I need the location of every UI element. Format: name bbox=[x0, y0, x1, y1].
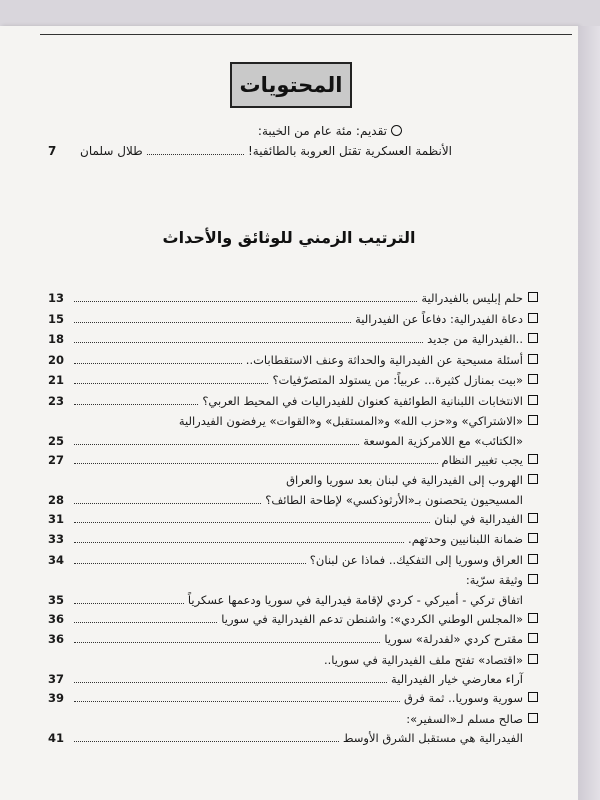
toc-entry-title: الهروب إلى الفيدرالية في لبنان بعد سوريا والعراق bbox=[286, 473, 523, 487]
toc-entry-title: اتفاق تركي - أميركي - كردي لإقامة فيدرالية في سوريا ودعمها عسكرياً bbox=[187, 592, 523, 607]
checkbox-square-icon bbox=[528, 333, 538, 343]
leader-dots bbox=[74, 383, 268, 384]
toc-page-number: 41 bbox=[48, 731, 65, 745]
checkbox-square-icon bbox=[528, 633, 538, 643]
toc-entry bbox=[48, 591, 538, 609]
toc-page-number: 33 bbox=[48, 532, 65, 546]
toc-page-number: 35 bbox=[48, 592, 65, 607]
checkbox-square-icon bbox=[528, 533, 538, 543]
intro-author: طلال سلمان bbox=[80, 144, 143, 158]
toc-page-number: 15 bbox=[48, 311, 65, 326]
checkbox-square-icon bbox=[528, 474, 538, 484]
checkbox-square-icon bbox=[528, 654, 538, 664]
intro-line-1 bbox=[42, 122, 402, 140]
indent-spacer bbox=[528, 732, 538, 742]
checkbox-square-icon bbox=[528, 354, 538, 364]
toc-entry-title: سورية وسوريا.. ثمة فرق bbox=[404, 691, 523, 705]
checkbox-square-icon bbox=[528, 713, 538, 723]
indent-spacer bbox=[528, 435, 538, 445]
toc-entry bbox=[48, 411, 538, 432]
toc-entry-title: أسئلة مسيحية عن الفيدرالية والحداثة وعنف الاستقطابات.. bbox=[245, 352, 523, 367]
toc-entry bbox=[48, 650, 538, 671]
toc-page-number: 21 bbox=[48, 373, 65, 387]
toc-entry-title: مقترح كردي «لفدرلة» سوريا bbox=[384, 632, 523, 646]
intro-block bbox=[42, 122, 402, 140]
checkbox-square-icon bbox=[528, 574, 538, 584]
toc-page-number: 34 bbox=[48, 552, 65, 567]
leader-dots bbox=[74, 701, 400, 702]
leader-dots bbox=[74, 363, 242, 364]
leader-dots bbox=[74, 503, 261, 504]
leader-dots bbox=[74, 642, 380, 643]
toc-entry-title: حلم إبليس بالفيدرالية bbox=[421, 291, 523, 305]
section-title: الترتيب الزمني للوثائق والأحداث bbox=[162, 228, 416, 247]
toc-page-number: 28 bbox=[48, 492, 65, 507]
intro-subtitle: الأنظمة العسكرية تقتل العروبة بالطائفية! bbox=[247, 144, 452, 158]
toc-entry bbox=[48, 450, 538, 471]
leader-dots bbox=[74, 563, 306, 564]
toc-entry bbox=[48, 688, 538, 709]
checkbox-square-icon bbox=[528, 292, 538, 302]
leader-dots bbox=[74, 741, 339, 742]
toc-list bbox=[48, 288, 538, 747]
checkbox-square-icon bbox=[528, 415, 538, 425]
toc-entry-title: صالح مسلم لـ«السفير»: bbox=[406, 711, 523, 726]
toc-entry-title: الفيدرالية في لبنان bbox=[434, 511, 523, 526]
leader-dots bbox=[74, 444, 359, 445]
toc-page-number: 37 bbox=[48, 672, 65, 686]
toc-entry bbox=[48, 709, 538, 730]
toc-entry-title: «بيت بمنازل كثيرة... عربياً: من يستولد المتصرّفيات؟ bbox=[272, 373, 523, 387]
indent-spacer bbox=[528, 494, 538, 504]
toc-page-number: 18 bbox=[48, 332, 65, 346]
book-page bbox=[0, 26, 578, 800]
toc-entry-title: ..الفيدرالية من جديد bbox=[427, 332, 523, 346]
checkbox-square-icon bbox=[528, 613, 538, 623]
toc-entry-title: «المجلس الوطني الكردي»: واشنطن تدعم الفيدرالية في سوريا bbox=[221, 611, 523, 626]
leader-dots bbox=[74, 342, 423, 343]
toc-page-number: 31 bbox=[48, 511, 65, 526]
toc-page-number: 27 bbox=[48, 452, 65, 467]
toc-entry-title: المسيحيون يتحصنون بـ«الأرثوذكسي» لإطاحة الطائف؟ bbox=[265, 492, 523, 507]
top-rule bbox=[40, 34, 572, 35]
leader-dots bbox=[74, 522, 430, 523]
leader-dots bbox=[74, 463, 438, 464]
toc-entry bbox=[48, 288, 538, 309]
leader-dots bbox=[74, 404, 198, 405]
toc-entry bbox=[48, 391, 538, 412]
toc-entry-title: آراء معارضي خيار الفيدرالية bbox=[391, 672, 523, 686]
toc-entry bbox=[48, 570, 538, 591]
toc-entry bbox=[48, 670, 538, 688]
toc-entry bbox=[48, 529, 538, 550]
toc-entry bbox=[48, 309, 538, 330]
leader-dots bbox=[74, 542, 404, 543]
leader-dots bbox=[74, 682, 387, 683]
toc-entry bbox=[48, 432, 538, 450]
leader-dots bbox=[74, 622, 217, 623]
checkbox-square-icon bbox=[528, 513, 538, 523]
toc-entry-title: الفيدرالية هي مستقبل الشرق الأوسط bbox=[342, 731, 523, 745]
contents-header bbox=[230, 62, 352, 108]
toc-entry bbox=[48, 370, 538, 391]
toc-page-number: 36 bbox=[48, 632, 65, 646]
toc-entry bbox=[48, 509, 538, 530]
toc-entry bbox=[48, 329, 538, 350]
toc-entry-title: يجب تغيير النظام bbox=[441, 452, 523, 467]
checkbox-square-icon bbox=[528, 313, 538, 323]
toc-entry bbox=[48, 609, 538, 630]
toc-entry-title: الانتخابات اللبنانية الطوائفية كعنوان للفيدراليات في المحيط العربي؟ bbox=[202, 393, 523, 408]
toc-page-number: 25 bbox=[48, 433, 65, 448]
toc-entry-title: وثيقة سرّية: bbox=[465, 573, 523, 587]
toc-page-number: 23 bbox=[48, 393, 65, 408]
intro-page-number: 7 bbox=[48, 144, 57, 158]
toc-entry bbox=[48, 491, 538, 509]
page-edge bbox=[578, 26, 600, 800]
checkbox-square-icon bbox=[528, 454, 538, 464]
indent-spacer bbox=[528, 594, 538, 604]
toc-page-number: 39 bbox=[48, 691, 65, 705]
toc-entry bbox=[48, 470, 538, 491]
indent-spacer bbox=[528, 673, 538, 683]
leader-dots bbox=[74, 603, 184, 604]
toc-entry bbox=[48, 550, 538, 571]
intro-entry bbox=[48, 144, 452, 158]
toc-entry-title: «اقتصاد» تفتح ملف الفيدرالية في سوريا.. bbox=[323, 652, 523, 667]
checkbox-square-icon bbox=[528, 692, 538, 702]
checkbox-square-icon bbox=[528, 554, 538, 564]
toc-entry-title: «الاشتراكي» و«حزب الله» و«المستقبل» و«القوات» يرفضون الفيدرالية bbox=[178, 414, 523, 428]
toc-entry bbox=[48, 629, 538, 650]
intro-title: تقديم: مئة عام من الخيبة: bbox=[257, 124, 387, 138]
toc-entry-title: «الكتائب» مع اللامركزية الموسعة bbox=[363, 433, 523, 448]
toc-entry bbox=[48, 729, 538, 747]
leader-dots bbox=[74, 322, 351, 323]
circle-bullet-icon bbox=[391, 125, 402, 136]
toc-entry-title: ضمانة اللبنانيين وحدتهم. bbox=[408, 532, 523, 546]
toc-entry bbox=[48, 350, 538, 371]
leader-dots bbox=[74, 301, 417, 302]
toc-entry-title: العراق وسوريا إلى التفكيك.. فماذا عن لبنان؟ bbox=[309, 552, 523, 567]
toc-page-number: 20 bbox=[48, 352, 65, 367]
contents-header-label: المحتويات bbox=[239, 73, 343, 97]
toc-entry-title: دعاة الفيدرالية: دفاعاً عن الفيدرالية bbox=[355, 311, 523, 326]
checkbox-square-icon bbox=[528, 374, 538, 384]
checkbox-square-icon bbox=[528, 395, 538, 405]
toc-page-number: 36 bbox=[48, 611, 65, 626]
toc-page-number: 13 bbox=[48, 291, 65, 305]
leader-dots bbox=[147, 154, 244, 155]
